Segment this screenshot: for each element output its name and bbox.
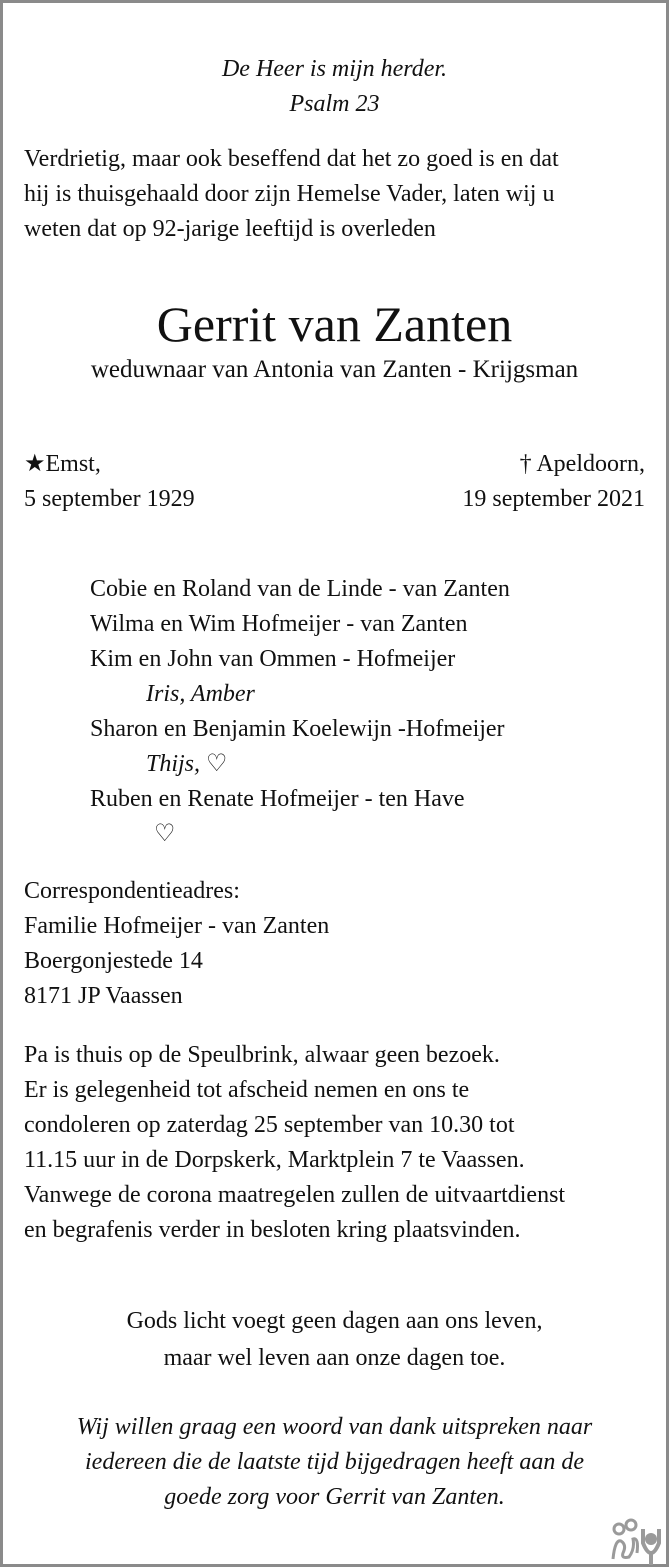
- birth-date: 5 september 1929: [24, 486, 195, 512]
- correspondence-address: [24, 874, 645, 1014]
- family-list: [90, 572, 645, 852]
- family-member: Sharon en Benjamin Koelewijn -Hofmeijer: [90, 716, 505, 742]
- grandchildren: Thijs, ♡: [146, 751, 228, 777]
- death-place: Apeldoorn,: [536, 451, 645, 477]
- family-member: Ruben en Renate Hofmeijer - ten Have: [90, 786, 465, 812]
- death-info: [462, 447, 645, 517]
- death-date: 19 september 2021: [462, 486, 645, 512]
- quote-line: maar wel leven aan onze dagen toe.: [163, 1345, 506, 1371]
- intro-paragraph: [24, 142, 645, 247]
- deceased-name: Gerrit van Zanten: [156, 296, 513, 352]
- grandchildren: Iris, Amber: [146, 681, 255, 707]
- intro-line: hij is thuisgehaald door zijn Hemelse Vader, laten wij u: [24, 181, 555, 207]
- intro-line: Verdrietig, maar ook beseffend dat het zo goed is en dat: [24, 146, 559, 172]
- birth-info: [24, 447, 195, 517]
- motto: [24, 52, 645, 122]
- intro-line: weten dat op 92-jarige leeftijd is overleden: [24, 216, 436, 242]
- thanks-paragraph: [24, 1410, 645, 1515]
- info-line: Er is gelegenheid tot afscheid nemen en ons te: [24, 1077, 470, 1103]
- birth-place: Emst,: [45, 451, 101, 477]
- deceased-subtitle: weduwnaar van Antonia van Zanten - Krijgsman: [90, 356, 579, 383]
- address-line: Boergonjestede 14: [24, 948, 203, 974]
- info-line: condoleren op zaterdag 25 september van 10.30 tot: [24, 1112, 515, 1138]
- thanks-line: goede zorg voor Gerrit van Zanten.: [164, 1484, 505, 1510]
- quote-line: Gods licht voegt geen dagen aan ons leven,: [126, 1308, 543, 1334]
- star-icon: ★: [24, 451, 46, 477]
- address-line: Familie Hofmeijer - van Zanten: [24, 913, 330, 939]
- family-member: Cobie en Roland van de Linde - van Zanten: [90, 576, 510, 602]
- address-label: Correspondentieadres:: [24, 878, 240, 904]
- dates-block: [24, 447, 645, 517]
- heart-icon: ♡: [154, 821, 176, 847]
- family-member: Kim en John van Ommen - Hofmeijer: [90, 646, 456, 672]
- thanks-line: Wij willen graag een woord van dank uitspreken naar: [76, 1414, 593, 1440]
- info-line: Vanwege de corona maatregelen zullen de uitvaartdienst: [24, 1182, 566, 1208]
- motto-reference: Psalm 23: [289, 91, 380, 117]
- info-paragraph: [24, 1038, 645, 1248]
- family-member: Wilma en Wim Hofmeijer - van Zanten: [90, 611, 468, 637]
- address-line: 8171 JP Vaassen: [24, 983, 183, 1009]
- motto-line: De Heer is mijn herder.: [221, 56, 448, 82]
- thanks-line: iedereen die de laatste tijd bijgedragen heeft aan de: [85, 1449, 584, 1475]
- info-line: 11.15 uur in de Dorpskerk, Marktplein 7 te Vaassen.: [24, 1147, 525, 1173]
- info-line: Pa is thuis op de Speulbrink, alwaar geen bezoek.: [24, 1042, 500, 1068]
- closing-quote: [24, 1303, 645, 1377]
- info-line: en begrafenis verder in besloten kring plaatsvinden.: [24, 1217, 521, 1243]
- publisher-logo-icon: [607, 1509, 667, 1565]
- deceased-block: [24, 296, 645, 387]
- cross-icon: †: [519, 451, 532, 477]
